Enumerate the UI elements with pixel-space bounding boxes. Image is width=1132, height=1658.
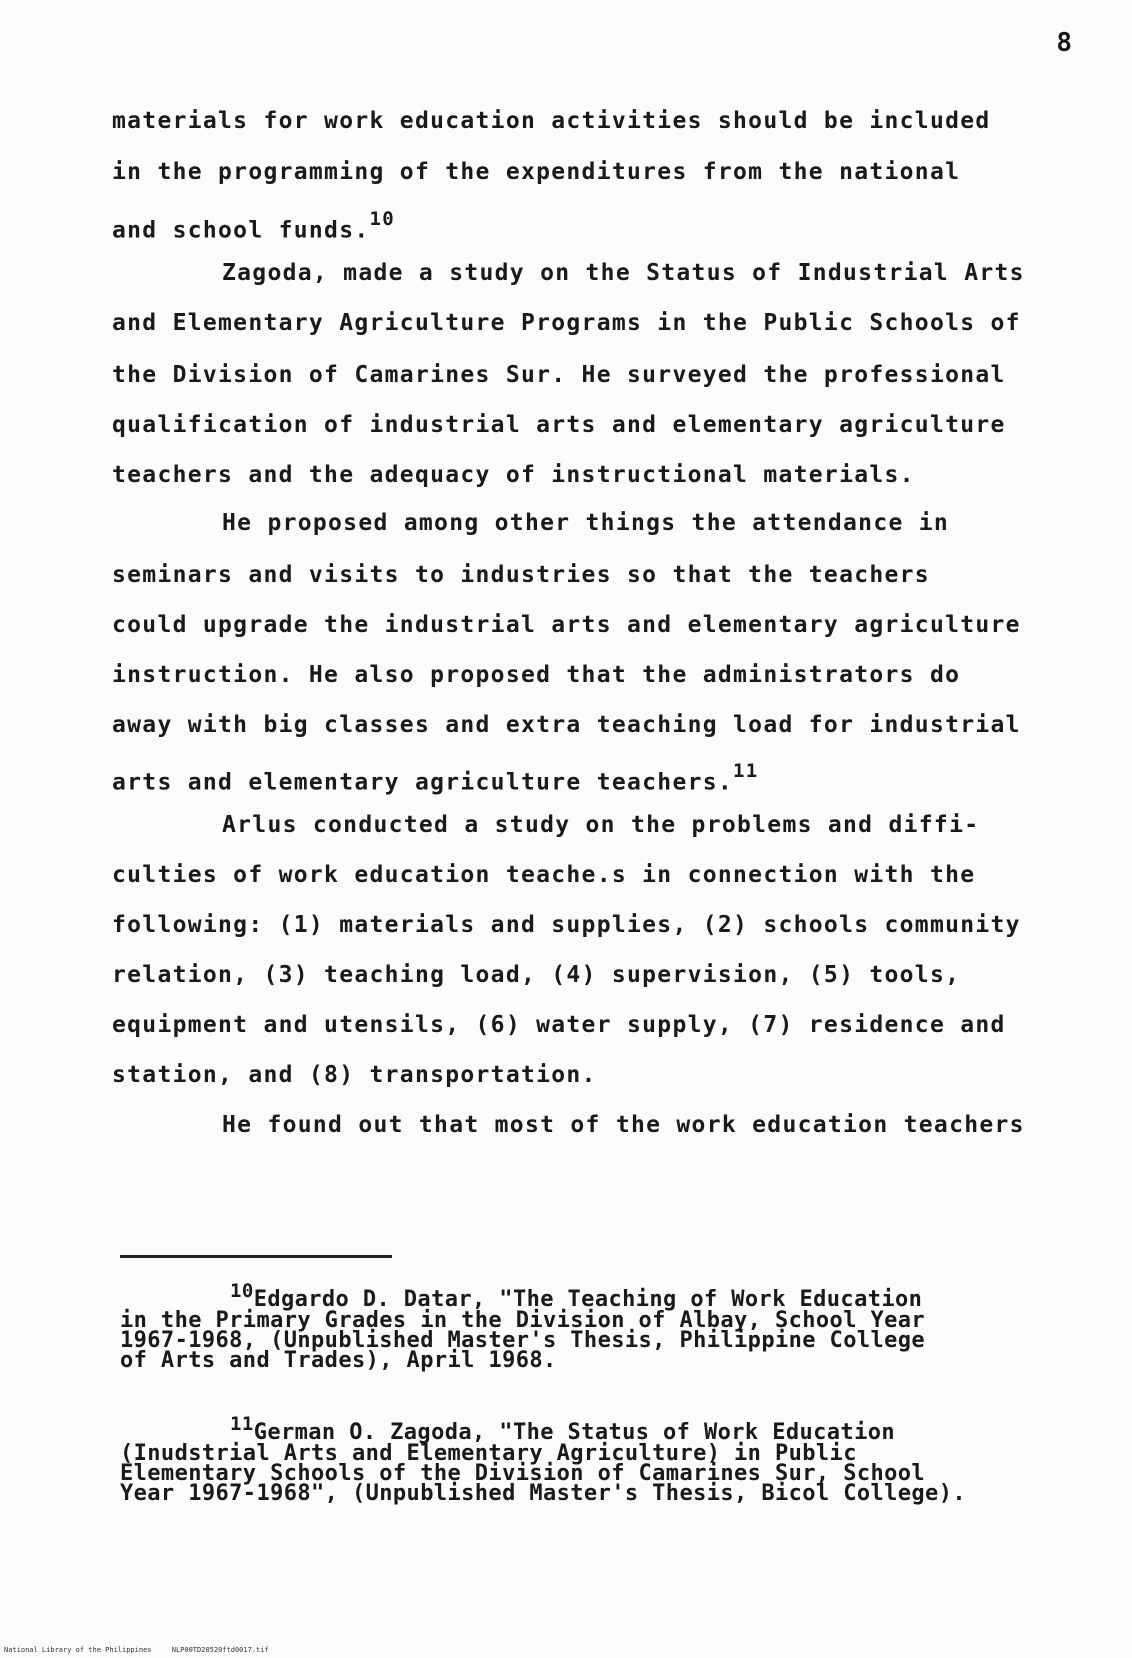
footnote-number: 10 [230, 1280, 254, 1302]
body-line: and Elementary Agriculture Programs in the Public Schools of [112, 310, 1021, 336]
footnote-divider [120, 1255, 392, 1258]
body-text: and school funds. [112, 217, 370, 244]
body-line [112, 760, 759, 798]
body-line: materials for work education activities should be included [112, 108, 991, 134]
footnote-line [230, 1413, 896, 1445]
footnote-line [230, 1280, 923, 1312]
body-line: following: (1) materials and supplies, (2) schools community [112, 912, 1021, 938]
footnote-line: Year 1967-1968", (Unpublished Master's Thesis, Bicol College). [120, 1481, 966, 1506]
footnote-text: Edgardo D. Datar, "The Teaching of Work Education [253, 1287, 923, 1312]
body-line: could upgrade the industrial arts and elementary agriculture [112, 612, 1021, 638]
body-line: instruction. He also proposed that the administrators do [112, 662, 961, 688]
body-line: station, and (8) transportation. [112, 1062, 597, 1088]
footnote-line: in the Primary Grades in the Division of Albay, School Year [120, 1308, 926, 1333]
body-line: relation, (3) teaching load, (4) supervision, (5) tools, [112, 962, 961, 988]
body-line: Arlus conducted a study on the problems and diffi- [222, 812, 980, 838]
footnote-ref: 11 [733, 760, 759, 782]
body-line [112, 208, 395, 246]
scan-footer [4, 1646, 285, 1654]
file-name: NLP00TD20520ftd0017.tif [171, 1646, 269, 1654]
body-line: teachers and the adequacy of instructional materials. [112, 462, 915, 488]
footnote-text: German O. Zagoda, "The Status of Work Education [253, 1420, 896, 1445]
footnote-line: (Inudstrial Arts and Elementary Agriculture) in Public [120, 1441, 857, 1466]
body-line: culties of work education teache.s in connection with the [112, 862, 976, 888]
body-line: the Division of Camarines Sur. He surveyed the professional [112, 362, 1006, 388]
body-line: equipment and utensils, (6) water supply, (7) residence and [112, 1012, 1006, 1038]
library-name: National Library of the Philippines [4, 1646, 152, 1654]
body-line: qualification of industrial arts and elementary agriculture [112, 412, 1006, 438]
body-line: in the programming of the expenditures from the national [112, 159, 961, 185]
footnote-number: 11 [230, 1413, 254, 1435]
footnote-line: 1967-1968, (Unpublished Master's Thesis, Philippine College [120, 1328, 926, 1353]
body-text: arts and elementary agriculture teachers. [112, 769, 734, 796]
page-number: 8 [1056, 28, 1072, 58]
body-line: Zagoda, made a study on the Status of Industrial Arts [222, 260, 1025, 286]
body-line: away with big classes and extra teaching load for industrial [112, 712, 1021, 738]
footnote-line: Elementary Schools of the Division of Camarines Sur, School [120, 1461, 926, 1486]
body-line: He proposed among other things the attendance in [222, 510, 950, 536]
body-line: seminars and visits to industries so that the teachers [112, 562, 930, 588]
footnote-line: of Arts and Trades), April 1968. [120, 1348, 557, 1373]
body-line: He found out that most of the work education teachers [222, 1112, 1025, 1138]
footnote-ref: 10 [369, 208, 395, 230]
